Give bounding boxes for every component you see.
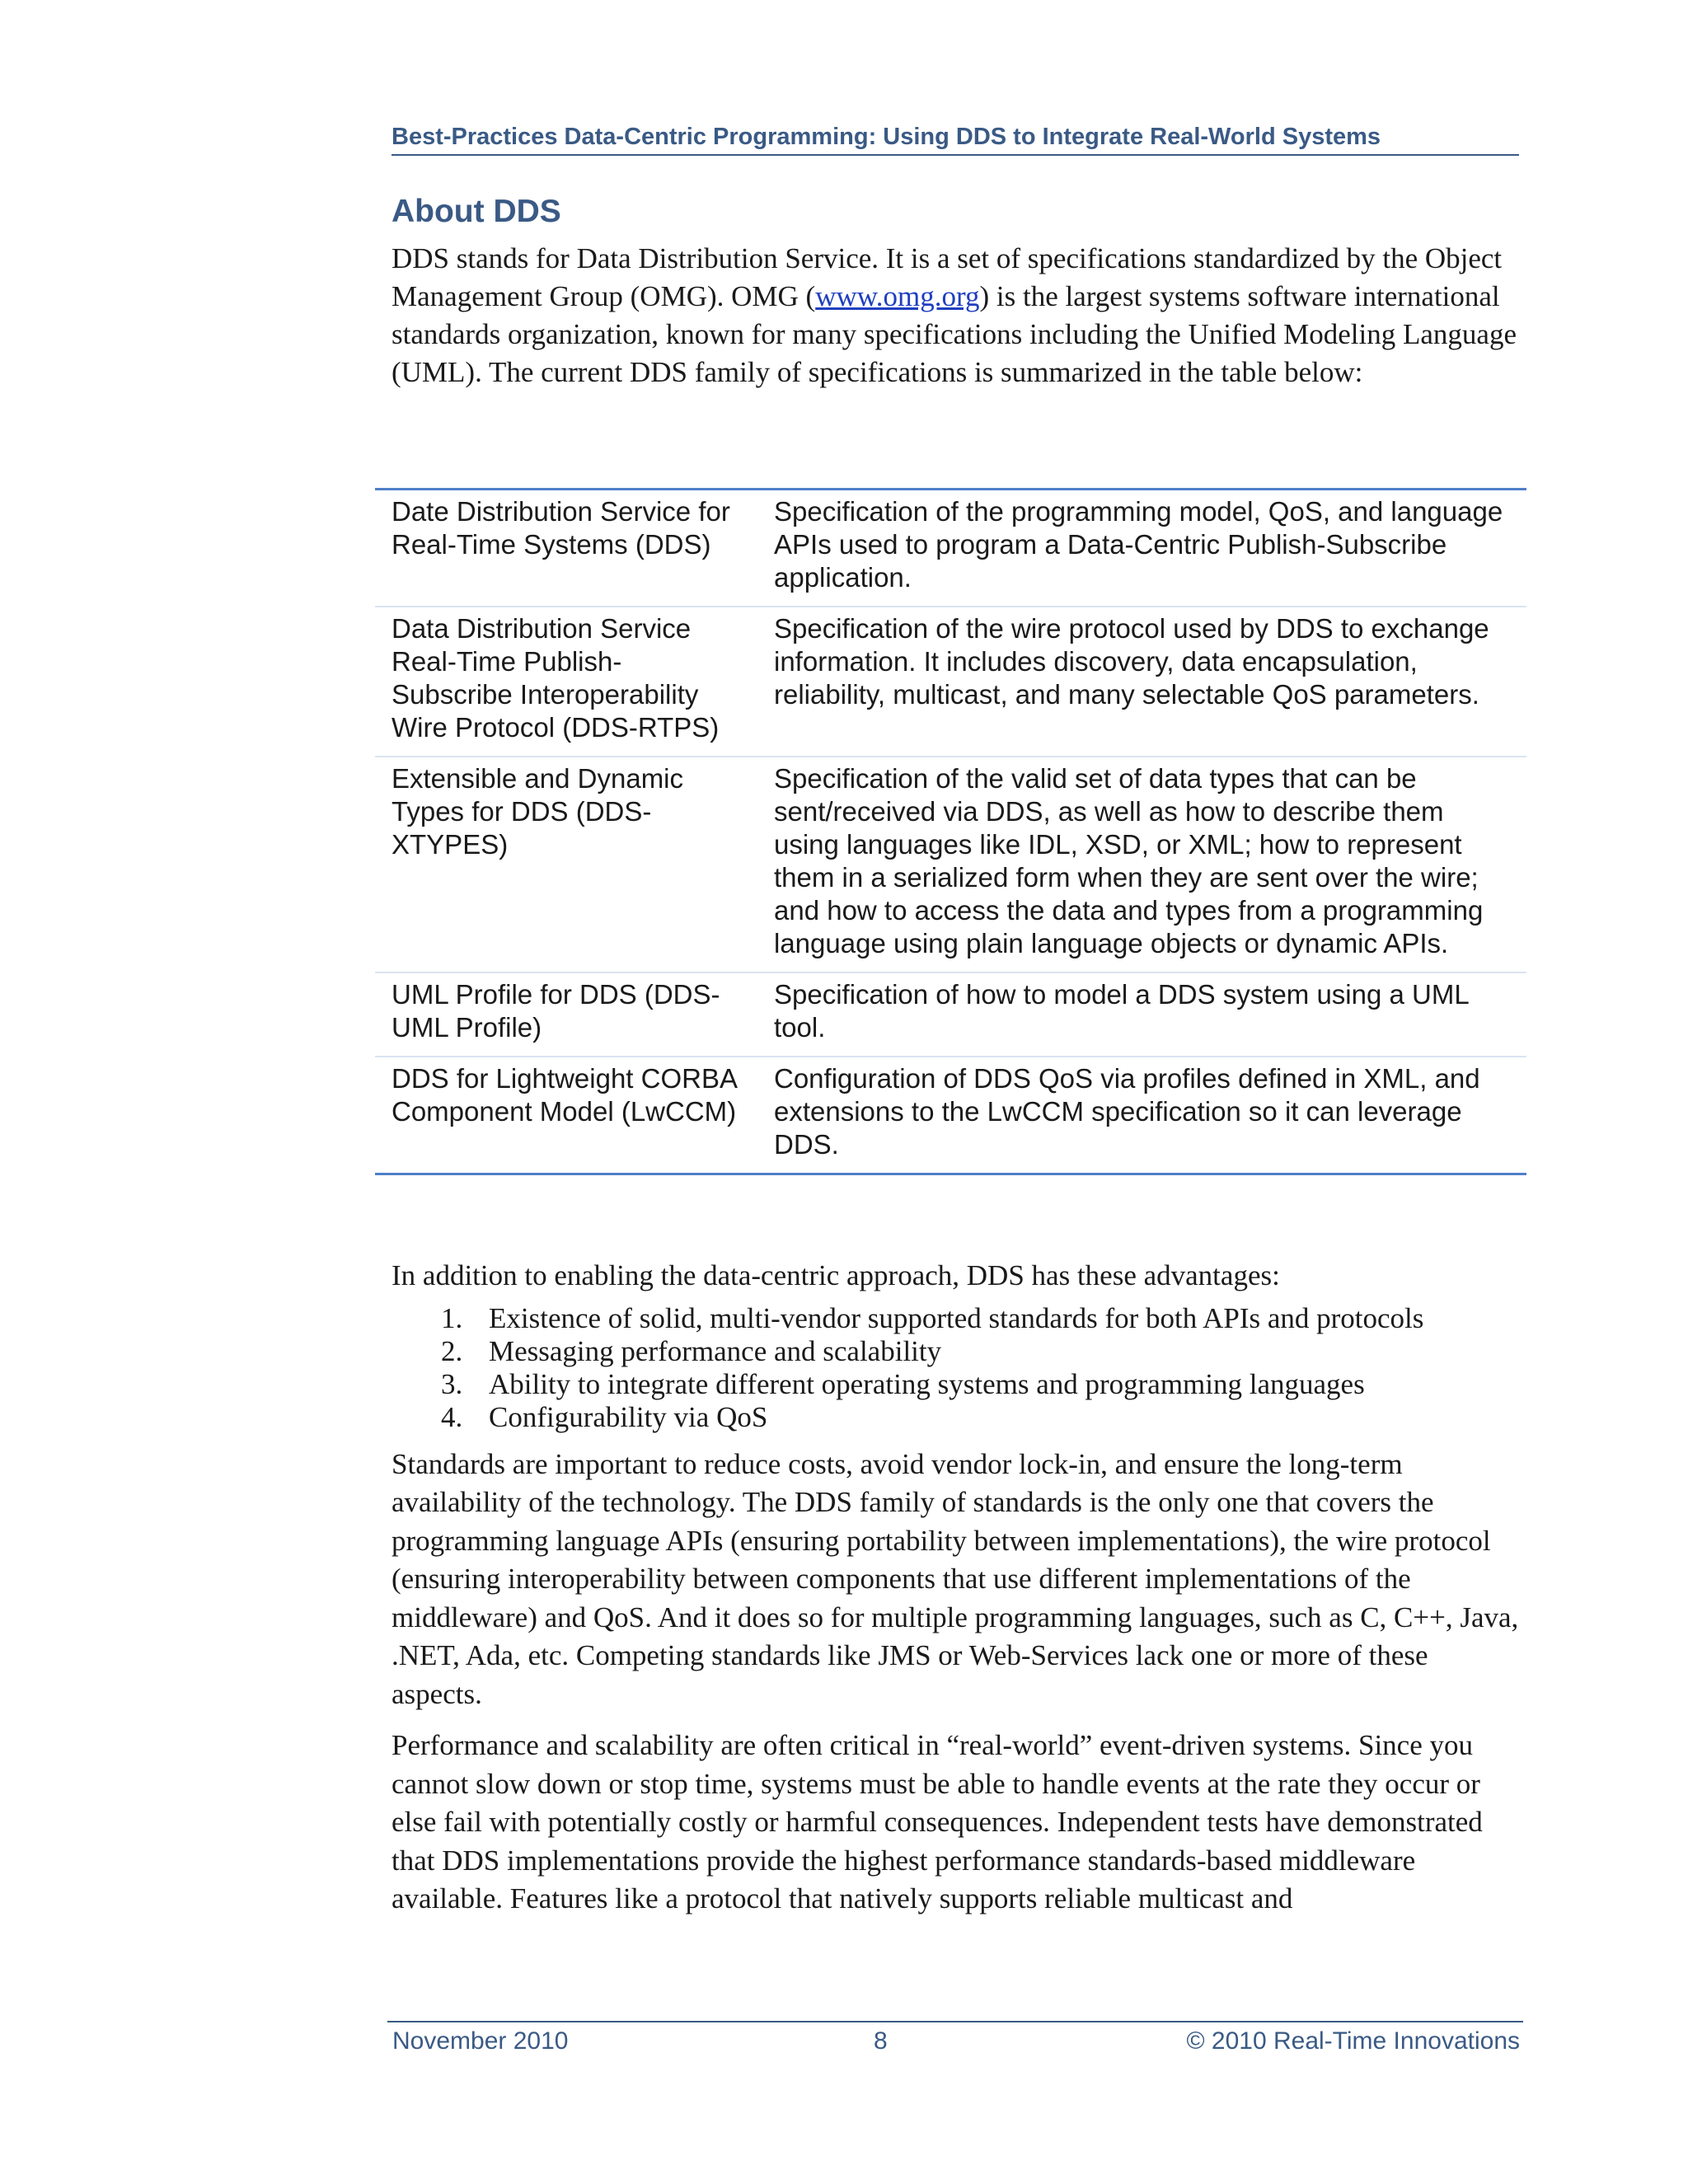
table-row: [375, 1057, 1526, 1174]
spec-name: DDS for Lightweight CORBA Component Model (LwCCM): [375, 1057, 757, 1174]
table-row: [375, 757, 1526, 972]
list-item: [392, 1335, 1521, 1368]
spec-name: Data Distribution Service Real-Time Publish-Subscribe Interoperability Wire Protocol (DDS-RTPS): [375, 607, 757, 757]
advantages-list: [392, 1302, 1521, 1434]
spec-description: Specification of the programming model, QoS, and language APIs used to program a Data-Centric Publish-Subscribe application.: [774, 496, 1503, 593]
standards-paragraph: Standards are important to reduce costs, avoid vendor lock-in, and ensure the long-term availability of the technology. The DDS family of standards is the only one that covers the programming language APIs (ensuring portability between implementations), the wire protocol (ensuring interoperability between components that use different implementations of the middleware) and QoS. And it does so for multiple programming languages, such as C, C++, Java, .NET, Ada, etc. Competing standards like JMS or Web-Services lack one or more of these aspects.: [392, 1447, 1519, 1710]
footer-date: November 2010: [392, 2027, 569, 2055]
main-content: [392, 194, 1521, 391]
list-number: 3.: [441, 1367, 463, 1400]
section-title: About DDS: [392, 194, 561, 229]
list-item: [392, 1368, 1521, 1401]
spec-name: Extensible and Dynamic Types for DDS (DDS-XTYPES): [375, 757, 757, 972]
performance-paragraph: Performance and scalability are often critical in “real-world” event-driven systems. Since you cannot slow down or stop time, systems must be able to handle events at the rate they occur or else fail with potentially costly or harmful consequences. Independent tests have demonstrated that DDS implementations provide the highest performance standards-based middleware available. Features like a protocol that natively supports reliable multicast and: [392, 1729, 1483, 1915]
spec-description: Configuration of DDS QoS via profiles defined in XML, and extensions to the LwCCM specification so it can leverage DDS.: [757, 1057, 1526, 1174]
list-text: Configurability via QoS: [489, 1400, 768, 1433]
list-text: Existence of solid, multi-vendor supported standards for both APIs and protocols: [489, 1301, 1424, 1334]
table-row: [375, 972, 1526, 1057]
list-number: 4.: [441, 1400, 463, 1433]
omg-link[interactable]: www.omg.org: [815, 280, 980, 312]
intro-text-start: DDS stands for Data Distribution Service. It is a set of specifications standardized by the Object Management Group (OMG). OMG (: [392, 242, 1503, 312]
spec-description: Specification of the wire protocol used by DDS to exchange information. It includes discovery, data encapsulation, reliability, multicast, and many selectable QoS parameters.: [757, 607, 1526, 757]
list-item: [392, 1302, 1521, 1335]
spec-name: UML Profile for DDS (DDS-UML Profile): [375, 972, 757, 1057]
intro-paragraph: [392, 240, 1521, 391]
list-item: [392, 1401, 1521, 1434]
list-number: 2.: [441, 1334, 463, 1367]
table-row: [375, 490, 1526, 607]
page-header: [392, 124, 1519, 156]
page-footer: [387, 2021, 1523, 2060]
body-after-table: [392, 1257, 1521, 1932]
list-number: 1.: [441, 1301, 463, 1334]
spec-description: Specification of the valid set of data types that can be sent/received via DDS, as well as how to describe them using languages like IDL, XSD, or XML; how to represent them in a serialized form when they are sent over the wire; and how to access the data and types from a programming language using plain language objects or dynamic APIs.: [757, 757, 1526, 972]
list-text: Messaging performance and scalability: [489, 1334, 942, 1367]
list-text: Ability to integrate different operating systems and programming languages: [489, 1367, 1365, 1400]
advantages-intro: In addition to enabling the data-centric approach, DDS has these advantages:: [392, 1259, 1280, 1291]
intro-text-end: ) is the largest systems software international standards organization, known for many specifications including the Unified Modeling Language (UML). The current DDS family of specifications is summarized in the table below:: [392, 280, 1517, 388]
footer-copyright: © 2010 Real-Time Innovations: [1186, 2027, 1520, 2055]
table-row: [375, 607, 1526, 757]
page-number: 8: [874, 2027, 888, 2055]
spec-description: Specification of how to model a DDS system using a UML tool.: [757, 972, 1526, 1057]
spec-name: Date Distribution Service for Real-Time Systems (DDS): [392, 496, 730, 560]
dds-spec-table: [375, 488, 1526, 1175]
document-title-header: Best-Practices Data-Centric Programming: Using DDS to Integrate Real-World Systems: [392, 124, 1381, 150]
